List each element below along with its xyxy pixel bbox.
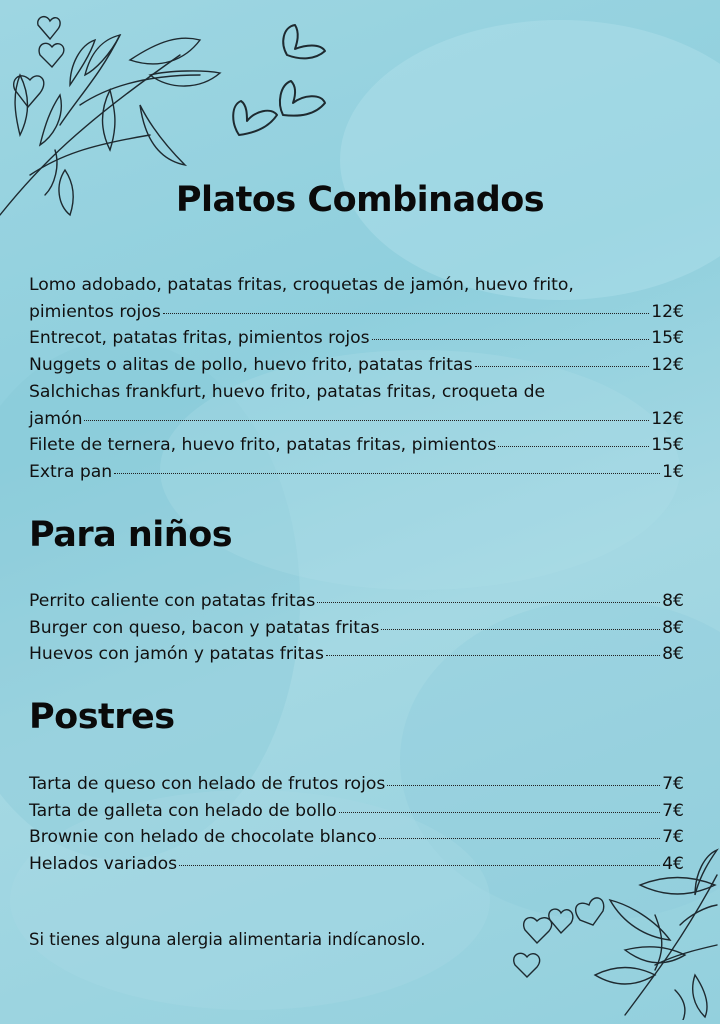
item-price: 15€ [651,328,684,349]
item-price: 8€ [662,591,684,611]
item-price: 15€ [651,435,684,456]
dot-leader [387,784,660,786]
dot-leader [339,811,660,813]
item-label: Brownie con helado de chocolate blanco [29,827,377,848]
dot-leader [163,312,649,314]
dot-leader [326,654,660,656]
list-item [29,615,684,642]
list-item [29,432,684,459]
dot-leader [84,419,649,421]
page-title: Platos Combinados [175,180,545,220]
item-label: Nuggets o alitas de pollo, huevo frito, patatas fritas [29,355,473,376]
dot-leader [379,837,660,839]
item-label: Huevos con jamón y patatas fritas [29,644,324,665]
list-item [29,771,684,798]
dot-leader [317,601,660,603]
list-item [29,641,684,668]
list-item [29,325,684,352]
section-title-postres: Postres [29,697,175,737]
item-price: 4€ [662,854,684,875]
postres-list [29,771,684,878]
item-label: Tarta de queso con helado de frutos rojos [29,774,386,794]
item-label: Perrito caliente con patatas fritas [29,591,316,611]
list-item [29,272,684,325]
dot-leader [475,365,650,367]
list-item [29,851,684,878]
dot-leader [498,445,649,447]
section-title-ninos: Para niños [29,515,233,555]
item-row [29,325,684,352]
list-item [29,352,684,379]
item-label: Helados variados [29,854,178,875]
item-row [29,432,684,459]
item-first-line: Lomo adobado, patatas fritas, croquetas de jamón, huevo frito, [29,275,574,295]
item-label: pimientos rojos [29,301,161,322]
item-price: 1€ [662,461,684,482]
list-item [29,379,684,432]
dot-leader [381,628,660,630]
list-item [29,588,684,615]
allergy-note: Si tienes alguna alergia alimentaria indícanoslo. [29,930,426,949]
dot-leader [179,864,660,866]
item-price: 7€ [662,827,684,848]
list-item [29,824,684,851]
heart-outline-icon [225,15,335,145]
item-price: 12€ [651,355,684,376]
list-item [29,798,684,825]
item-price: 8€ [662,644,684,665]
item-price: 12€ [651,301,684,322]
item-row [29,352,684,379]
item-first-line: Salchichas frankfurt, huevo frito, patatas fritas, croqueta de [29,381,546,402]
item-price: 7€ [662,800,684,821]
item-label: Tarta de galleta con helado de bollo [29,800,337,821]
item-price: 12€ [651,408,684,429]
item-label: Burger con queso, bacon y patatas fritas [29,617,380,638]
list-item [29,459,684,486]
item-label: Filete de ternera, huevo frito, patatas fritas, pimientos [29,435,497,456]
combinados-list [29,272,684,486]
item-price: 7€ [662,774,684,794]
dot-leader [114,472,660,474]
item-price: 8€ [662,617,684,638]
dot-leader [372,338,650,340]
item-label: jamón [29,408,83,429]
item-label: Entrecot, patatas fritas, pimientos rojos [29,328,370,349]
ninos-list [29,588,684,668]
item-row [29,459,684,486]
item-row [29,406,684,433]
item-row [29,299,684,326]
item-label: Extra pan [29,461,113,482]
